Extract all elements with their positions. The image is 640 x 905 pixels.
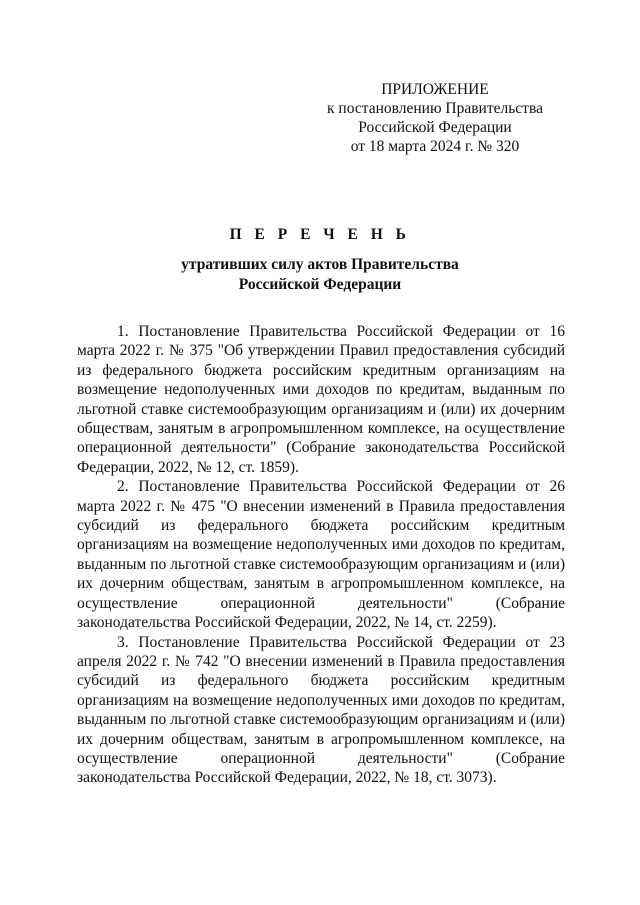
appendix-reference: к постановлению Правительства [327, 100, 543, 117]
appendix-block [300, 80, 570, 156]
document-subtitle-line-2: Российской Федерации [238, 275, 402, 293]
list-item: 3. Постановление Правительства Российской Федерации от 23 апреля 2022 г. № 742 "О внесении изменений в Правила предоставления субсидий из федерального бюджета российским кредитным организациям на возмещение недополученных ими доходов по кредитам, выданным по льготной ставке системообразующим организациям и (или) их дочерним обществам, занятым в агропромышленном комплексе, на осуществление операционной деятельности" (Собрание законодательства Российской Федерации, 2022, № 18, ст. 3073). [77, 633, 565, 787]
document-subtitle-line-1: утративших силу актов Правительства [181, 256, 459, 273]
document-body [77, 322, 565, 788]
appendix-date-number: от 18 марта 2024 г. № 320 [350, 138, 520, 155]
list-item: 1. Постановление Правительства Российской Федерации от 16 марта 2022 г. № 375 "Об утверждении Правил предоставления субсидий из федерального бюджета российским кредитным организациям на возмещение недополученных ими доходов по кредитам, выданным по льготной ставке системообразующим организациям и (или) их дочерним обществам, занятым в агропромышленном комплексе, на осуществление операционной деятельности" (Собрание законодательства Российской Федерации, 2022, № 12, ст. 1859). [77, 323, 565, 476]
appendix-issuer: Российской Федерации [358, 119, 512, 136]
list-item: 2. Постановление Правительства Российской Федерации от 26 марта 2022 г. № 475 "О внесении изменений в Правила предоставления субсидий из федерального бюджета российским кредитным организациям на возмещение недополученных ими доходов по кредитам, выданным по льготной ставке системообразующим организациям и (или) их дочерним обществам, занятым в агропромышленном комплексе, на осуществление операционной деятельности" (Собрание законодательства Российской Федерации, 2022, № 14, ст. 2259). [77, 478, 565, 632]
document-title: П Е Р Е Ч Е Н Ь [229, 226, 411, 243]
document-heading [0, 225, 640, 294]
appendix-label: ПРИЛОЖЕНИЕ [381, 81, 489, 98]
